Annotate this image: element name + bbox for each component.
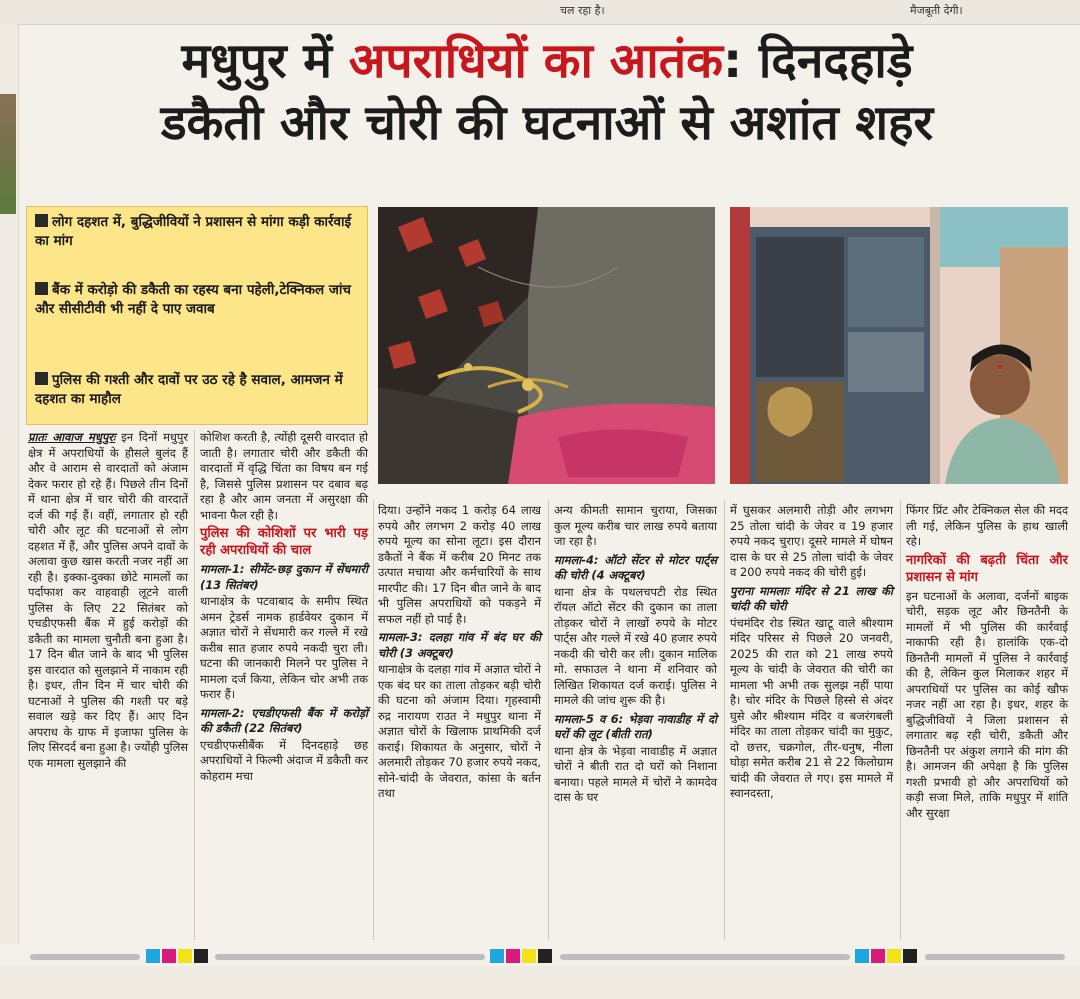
magenta-swatch xyxy=(506,949,520,963)
case-heading: मामला-3: दलहा गांव में बंद घर की चोरी (3 अक्टूबर) xyxy=(378,630,541,660)
magenta-swatch xyxy=(162,949,176,963)
highlight-item: पुलिस की गश्ती और दावों पर उठ रहे है सवाल, आमजन में दहशत का माहौल xyxy=(35,372,343,407)
highlights-box xyxy=(26,206,368,425)
strip-text: मैजबूती देगी। xyxy=(910,4,963,17)
column-text: दिया। उन्होंने नकद 1 करोड़ 64 लाख रुपये और लगभग 2 करोड़ 40 लाख रुपये मूल्य का सोना लूटा। इस दौरान डकैतों ने बैंक में करीब 20 मिनट तक उत्पात मचाया और कर्मचारियों के साथ मारपीट की। 17 दिन बीत जाने के बाद भी पुलिस अपराधियों को पकड़ने में सफल नहीं हो पाई है। xyxy=(378,503,541,626)
cyan-swatch xyxy=(146,949,160,963)
bullet-square-icon xyxy=(35,372,48,385)
column-divider xyxy=(724,500,725,940)
case-heading: मामला-1: सीमेंट-छड़ दुकान में सेंधमारी (13 सितंबर) xyxy=(200,562,368,592)
article-column-1 xyxy=(28,430,188,771)
article-column-5 xyxy=(730,503,893,802)
adjacent-photo xyxy=(0,94,16,214)
black-swatch xyxy=(903,949,917,963)
column-text: पंचमंदिर रोड स्थित खाटू वाले श्रीश्याम मंदिर परिसर से पिछले 20 जनवरी, 2025 की रात को 21 लाख रुपये मूल्य के चांदी के जेवरात की चोरी का मामला भी अभी तक सुलझ नहीं पाया है। चोर मंदिर के पिछले हिस्से से अंदर घुसे और श्रीश्याम मंदिर व बजरंगबली मंदिर का ताला तोड़कर चांदी का मुकुट, दो छत्तर, चक्रगोल, तीर-धनुष, नीला घोड़ा समेत करीब 21 से 22 किलोग्राम चांदी की जेवरात ले गए। इस मामले में स्वानदस्ता, xyxy=(730,615,893,800)
photo-scattered-jewelry xyxy=(378,207,715,484)
yellow-swatch xyxy=(887,949,901,963)
column-divider xyxy=(548,500,549,940)
column-text: अन्य कीमती सामान चुराया, जिसका कुल मूल्य करीब चार लाख रुपये बताया जा रहा है। xyxy=(554,503,717,548)
headline-line2: डकैती और चोरी की घटनाओं से अशांत शहर xyxy=(160,95,934,151)
column-text: थानाक्षेत्र के पटवाबाद के समीप स्थित अमन ट्रेडर्स नामक हार्डवेयर दुकान में अज्ञात चोरों ने सेंधमारी कर गल्ले में रखे करीब सात हजार रुपये नकदी चुरा ली। घटना की जानकारी मिलने पर पुलिस ने मामला दर्ज किया, लेकिन चोर अभी तक फरार हैं। xyxy=(200,594,368,701)
page-bottom-margin xyxy=(0,966,1080,999)
yellow-swatch xyxy=(522,949,536,963)
column-text: थाना क्षेत्र के पथलचपटी रोड स्थित रॉयल ऑटो सेंटर की दुकान का ताला तोड़कर चोरों ने लाखों रुपये के मोटर पार्ट्स और गल्ले में रखे 40 हजार रुपये नकदी की चोरी कर ली। दुकान मालिक मो. सफाउल ने थाना में शनिवार को लिखित शिकायत दर्ज कराई। पुलिस ने मामले की जांच शुरू की है। xyxy=(554,584,717,707)
bullet-square-icon xyxy=(35,214,48,227)
column-text: इन घटनाओं के अलावा, दर्जनों बाइक चोरी, सड़क लूट और छिनतैनी के मामलों में भी पुलिस की कार्रवाई नाकाफी रही है। हालांकि एक-दो छिनतैनी मामलों में पुलिस ने कार्रवाई की है, लेकिन कुल मिलाकर शहर में अपराधियों पर पुलिस का कोई खौफ नजर नहीं आ रहा है। इधर, शहर के बुद्धिजीवियों ने जिला प्रशासन से लगातार बढ़ रही चोरी, डकैती और छिनतैनी पर अंकुश लगाने की मांग की है। आमजन की अपेक्षा है कि पुलिस गश्ती प्रभावी हो और अपराधियों को कड़ी सजा मिले, ताकि मधुपुर में शांति और सुरक्षा xyxy=(906,588,1068,820)
cyan-swatch xyxy=(855,949,869,963)
headline-line1: मधुपुर में अपराधियों का आतंक: दिनदहाड़े xyxy=(181,33,913,89)
column-text: थानाक्षेत्र के दलहा गांव में अज्ञात चोरों ने एक बंद घर का ताला तोड़कर बड़ी चोरी की घटना को अंजाम दिया। गृहस्वामी रुद्र नारायण राउत ने मधुपुर थाना में अज्ञात चोरों के खिलाफ प्राथमिकी दर्ज कराई। शिकायत के अनुसार, चोरों ने अलमारी तोड़कर 70 हजार रुपये नकद, सोने-चांदी के जेवरात, कांसा के बर्तन तथा xyxy=(378,662,541,800)
bullet-square-icon xyxy=(35,282,48,295)
black-swatch xyxy=(194,949,208,963)
column-divider xyxy=(900,500,901,940)
article-column-3 xyxy=(378,503,541,802)
column-text: थाना क्षेत्र के भेड़वा नावाडीह में अज्ञात चोरों ने बीती रात दो घरों को निशाना बनाया। पहले मामले में चोरों ने कामदेव दास के घर xyxy=(554,743,717,804)
byline: प्रातः आवाज मधुपुरः xyxy=(28,430,116,444)
article-column-6 xyxy=(906,503,1068,821)
subheading: नागरिकों की बढ़ती चिंता और प्रशासन से मांग xyxy=(906,552,1068,585)
photo-broken-cupboard-and-victim xyxy=(730,207,1068,484)
column-text: फिंगर प्रिंट और टेक्निकल सेल की मदद ली गई, लेकिन पुलिस के हाथ खाली रहे। xyxy=(906,503,1068,548)
print-registration-bar xyxy=(0,944,1080,966)
magenta-swatch xyxy=(871,949,885,963)
registration-line xyxy=(560,954,850,960)
headline xyxy=(22,30,1072,154)
article-column-4 xyxy=(554,503,717,806)
case-heading: मामला-5 व 6: भेड़वा नावाडीह में दो घरों की लूट (बीती रात) xyxy=(554,711,717,741)
column-divider xyxy=(373,500,374,940)
column-text: इन दिनों मधुपुर क्षेत्र में अपराधियों के हौसले बुलंद हैं और वे आराम से वारदातों को अंजाम देकर फरार हो रहे हैं। पिछले तीन दिनों में थाना क्षेत्र में चार चोरी की वारदातें दर्ज की गई हैं। वहीं, लगातार हो रही चोरी और लूट की घटनाओं से लोग दहशत में हैं, और पुलिस अपने दावों के अलावा कुछ खास करती नजर नहीं आ रही है। इक्का-दुक्का छोटे मामलों का पर्दाफाश कर वाहवाही लूटने वाली पुलिस के लिए 22 सितंबर को एचडीएफसी बैंक में हुई करोड़ों की डकैती का मामला चुनौती बना हुआ है। 17 दिन बीत जाने के बाद भी पुलिस इस वारदात को सुलझाने में नाकाम रही है। इधर, तीन दिन में चार चोरी की घटनाओं ने पुलिस की गश्ती पर बड़े सवाल खड़े कर दिए हैं। आए दिन अपराध के ग्राफ में इजाफा पुलिस के लिए सिरदर्द बना हुआ है। ज्योंही पुलिस एक मामला सुलझाने की xyxy=(28,430,189,770)
headline-highlight: अपराधियों का आतंक xyxy=(348,33,723,89)
cyan-swatch xyxy=(490,949,504,963)
column-text: एचडीएफसीबैंक में दिनदहाड़े छह अपराधियों ने फिल्मी अंदाज में डकैती कर कोहराम मचा xyxy=(200,737,368,783)
previous-article-strip xyxy=(0,0,1080,25)
case-heading: मामला-4: ऑटो सेंटर से मोटर पार्ट्स की चोरी (4 अक्टूबर) xyxy=(554,552,717,582)
black-swatch xyxy=(538,949,552,963)
strip-text: चल रहा है। xyxy=(560,4,605,17)
registration-line xyxy=(215,954,485,960)
highlight-item: बैंक में करोड़ो की डकैती का रहस्य बना पहेली,टेक्निकल जांच और सीसीटीवी भी नहीं दे पाए जवाब xyxy=(35,282,351,317)
column-text: कोशिश करती है, त्योंही दूसरी वारदात हो जाती है। लगातार चोरी और डकैती की वारदातों में वृद्धि चिंता का विषय बन गई है, जिससे पुलिस प्रशासन पर दबाव बढ़ रहा है और आम जनता में असुरक्षा की भावना फैल रही है। xyxy=(200,430,368,522)
highlight-item: लोग दहशत में, बुद्धिजीवियों ने प्रशासन से मांगा कड़ी कार्रवाई का मांग xyxy=(35,214,352,249)
case-heading: पुराना मामलाः मंदिर से 21 लाख की चांदी की चोरी xyxy=(730,583,893,613)
adjacent-page-edge xyxy=(0,24,19,944)
article-column-2 xyxy=(200,430,368,784)
subheading: पुलिस की कोशिशों पर भारी पड़ रही अपराधियों की चाल xyxy=(200,526,368,558)
case-heading: मामला-2: एचडीएफसी बैंक में करोड़ों की डकैती (22 सितंबर) xyxy=(200,705,368,735)
column-divider xyxy=(194,430,195,940)
column-text: में घुसकर अलमारी तोड़ी और लगभग 25 तोला चांदी के जेवर व 19 हजार रुपये नकद चुराए। दूसरे मामले में घोषन दास के घर से 25 तोला चांदी के जेवर व 200 रुपये नकद की चोरी हुई। xyxy=(730,503,893,579)
registration-line xyxy=(925,954,1065,960)
yellow-swatch xyxy=(178,949,192,963)
registration-line xyxy=(30,954,140,960)
